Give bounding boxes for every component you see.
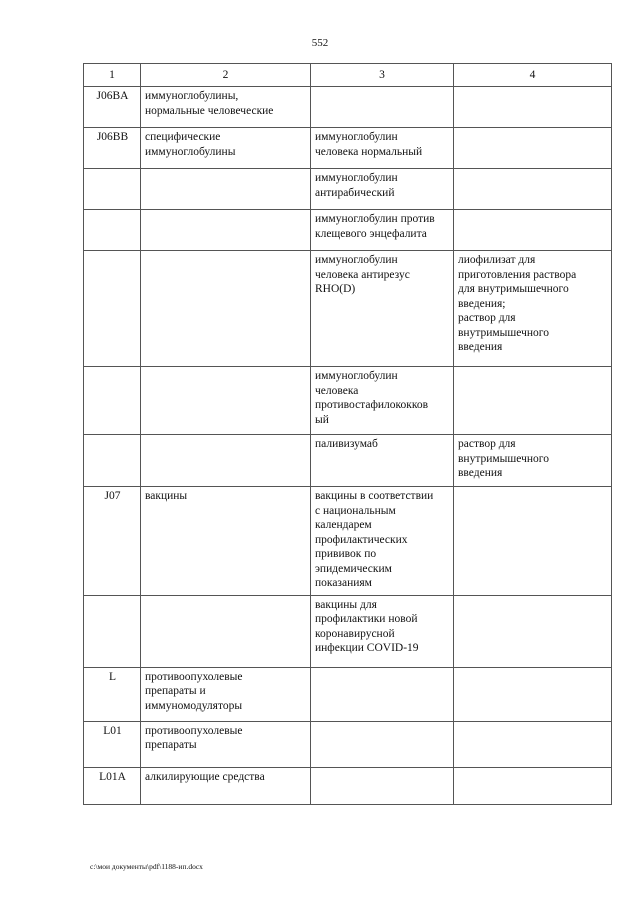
header-col-2: 2 [141,64,311,87]
table-row [84,87,612,128]
table-row [84,435,612,487]
group-cell [141,169,311,210]
dosage-form-cell: раствор для внутримышечного введения [454,435,612,487]
dosage-form-cell: лиофилизат для приготовления раствора для внутримышечного введения; раствор для внутримышечного введения [454,251,612,367]
table-header-row [84,64,612,87]
atc-code-cell: L01A [84,767,141,804]
dosage-form-cell [454,595,612,667]
table-row [84,667,612,721]
dosage-form-cell [454,367,612,435]
footer-file-path: c:\мои документы\pdf\1188-ип.docx [90,862,203,871]
table-row [84,251,612,367]
group-cell: специфические иммуноглобулины [141,128,311,169]
group-cell: иммуноглобулины, нормальные человеческие [141,87,311,128]
dosage-form-cell [454,169,612,210]
dosage-form-cell [454,87,612,128]
page-number: 552 [311,37,329,49]
dosage-form-cell [454,210,612,251]
atc-code-cell: L01 [84,721,141,767]
drug-name-cell: иммуноглобулин человека противостафилококков ый [311,367,454,435]
dosage-form-cell [454,767,612,804]
atc-code-cell [84,595,141,667]
atc-code-cell: L [84,667,141,721]
atc-code-cell [84,435,141,487]
table-body [84,87,612,805]
table-row [84,595,612,667]
drug-name-cell [311,721,454,767]
drug-name-cell: паливизумаб [311,435,454,487]
table-row [84,169,612,210]
atc-code-cell [84,169,141,210]
drug-name-cell: иммуноглобулин антирабический [311,169,454,210]
group-cell: алкилирующие средства [141,767,311,804]
atc-code-cell: J06BB [84,128,141,169]
table-row [84,367,612,435]
group-cell: вакцины [141,487,311,596]
header-col-1: 1 [84,64,141,87]
group-cell [141,435,311,487]
drug-name-cell [311,87,454,128]
atc-code-cell [84,251,141,367]
table-row [84,721,612,767]
drug-name-cell: иммуноглобулин против клещевого энцефалита [311,210,454,251]
atc-code-cell: J06BA [84,87,141,128]
drug-name-cell: иммуноглобулин человека антирезус RHO(D) [311,251,454,367]
drug-name-cell [311,667,454,721]
drug-classification-table [83,63,612,805]
dosage-form-cell [454,667,612,721]
drug-name-cell: иммуноглобулин человека нормальный [311,128,454,169]
atc-code-cell [84,210,141,251]
header-col-4: 4 [454,64,612,87]
table-row [84,487,612,596]
atc-code-cell: J07 [84,487,141,596]
dosage-form-cell [454,128,612,169]
group-cell [141,251,311,367]
atc-code-cell [84,367,141,435]
header-col-3: 3 [311,64,454,87]
table-row [84,210,612,251]
group-cell: противоопухолевые препараты [141,721,311,767]
dosage-form-cell [454,487,612,596]
drug-name-cell [311,767,454,804]
group-cell [141,595,311,667]
table-row [84,128,612,169]
group-cell: противоопухолевые препараты и иммуномодуляторы [141,667,311,721]
dosage-form-cell [454,721,612,767]
group-cell [141,210,311,251]
drug-name-cell: вакцины для профилактики новой коронавирусной инфекции COVID-19 [311,595,454,667]
group-cell [141,367,311,435]
table-row [84,767,612,804]
drug-name-cell: вакцины в соответствии с национальным календарем профилактических прививок по эпидемическим показаниям [311,487,454,596]
